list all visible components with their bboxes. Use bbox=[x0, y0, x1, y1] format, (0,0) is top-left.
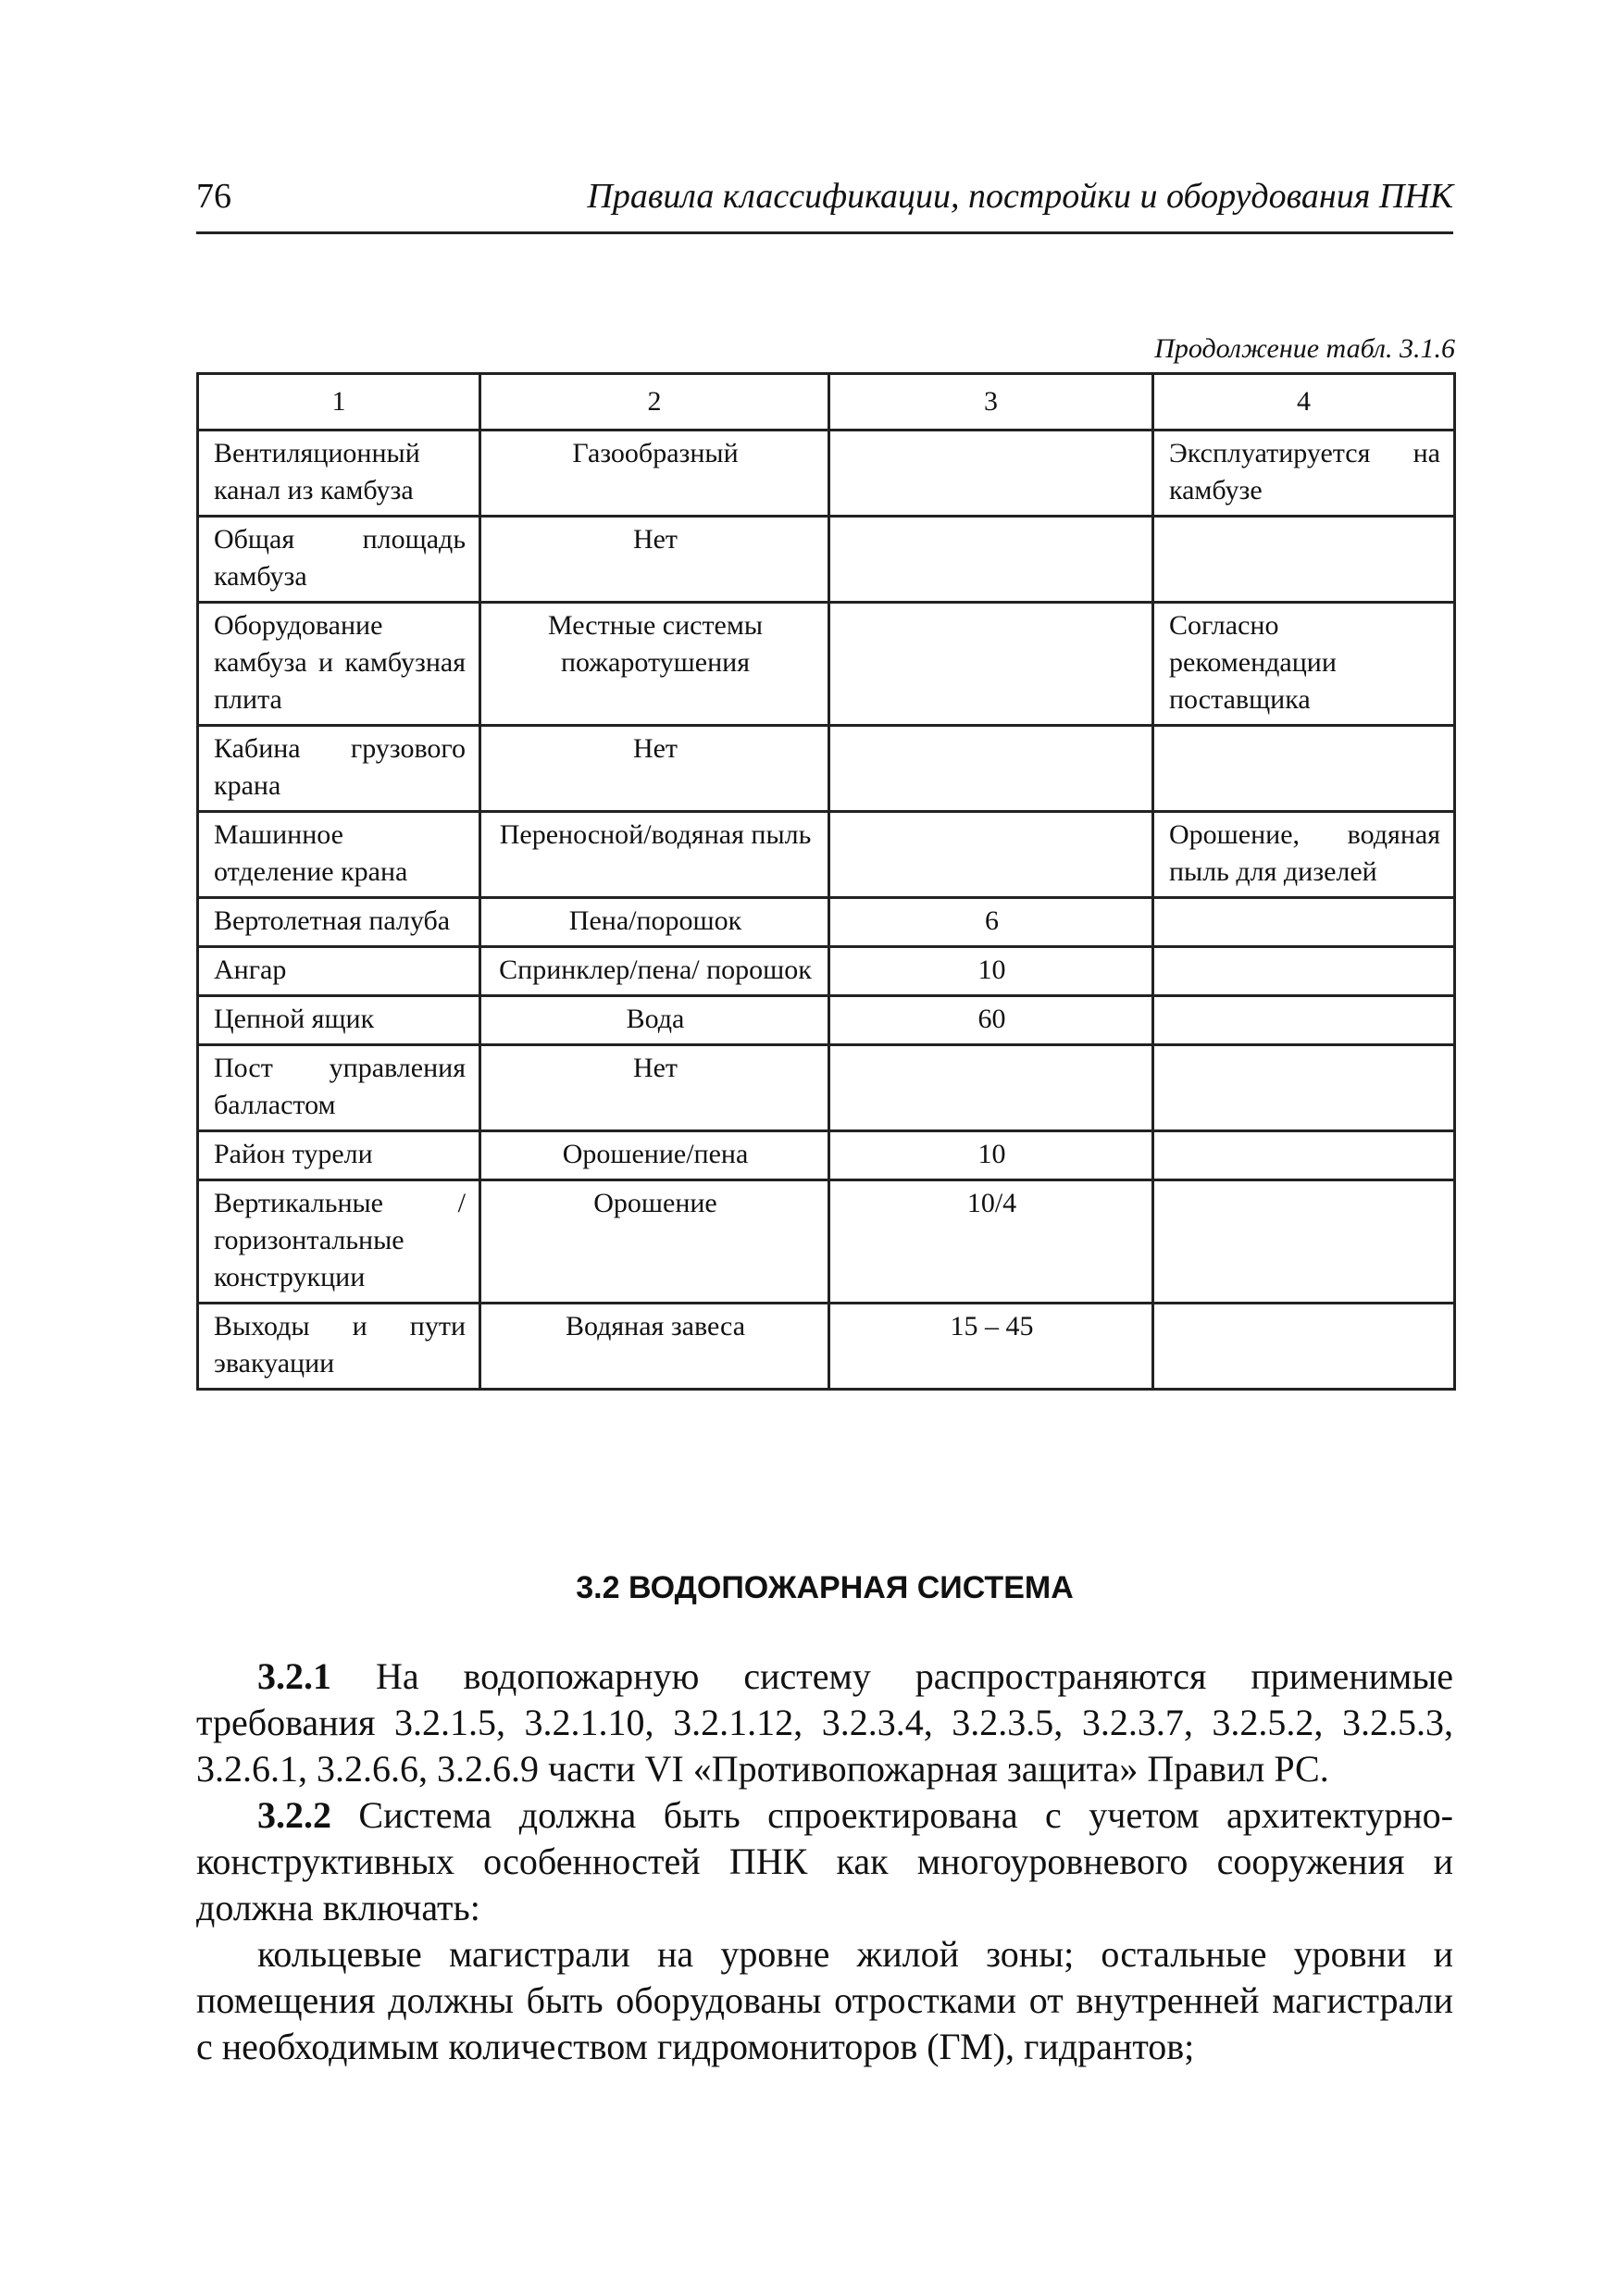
table-cell-c2: Водяная завеса bbox=[480, 1304, 829, 1390]
table-cell-c2: Нет bbox=[480, 517, 829, 603]
table-cell-c3 bbox=[829, 517, 1153, 603]
table-cell-c3: 15 – 45 bbox=[829, 1304, 1153, 1390]
table-cell-c3 bbox=[829, 430, 1153, 517]
table-cell-c4: Согласно рекомендации поставщика bbox=[1153, 603, 1455, 726]
table-cell-c4 bbox=[1153, 1131, 1455, 1180]
table-cell-c2: Нет bbox=[480, 726, 829, 812]
table-header-row bbox=[198, 374, 1455, 430]
section-body bbox=[196, 1653, 1453, 2070]
table-cell-c4 bbox=[1153, 517, 1455, 603]
paragraph-text: Система должна быть спроектирована с учетом архитектурно-конструктивных особенностей ПНК как многоуровневого сооружения и должна включать: bbox=[196, 1794, 1453, 1928]
table-cell-c2: Орошение/пена bbox=[480, 1131, 829, 1180]
column-header: 1 bbox=[198, 374, 480, 430]
table-cell-c1: Вертикальные / горизонтальные конструкции bbox=[198, 1180, 480, 1304]
table-cell-c3 bbox=[829, 1045, 1153, 1131]
table-row bbox=[198, 1304, 1455, 1390]
table-cell-c1: Ангар bbox=[198, 947, 480, 996]
table-cell-c2: Переносной/водяная пыль bbox=[480, 812, 829, 898]
clause-number: 3.2.2 bbox=[257, 1794, 331, 1836]
table-row bbox=[198, 430, 1455, 517]
table-row bbox=[198, 996, 1455, 1045]
table-caption: Продолжение табл. 3.1.6 bbox=[1154, 333, 1455, 364]
table-row bbox=[198, 1131, 1455, 1180]
table-cell-c4 bbox=[1153, 947, 1455, 996]
table-cell-c2: Местные системы пожаротушения bbox=[480, 603, 829, 726]
column-header: 2 bbox=[480, 374, 829, 430]
table-cell-c1: Машинное отделение крана bbox=[198, 812, 480, 898]
table-cell-c1: Район турели bbox=[198, 1131, 480, 1180]
table-cell-c4 bbox=[1153, 726, 1455, 812]
table-cell-c4 bbox=[1153, 1304, 1455, 1390]
page-header bbox=[196, 172, 1453, 234]
table-cell-c1: Цепной ящик bbox=[198, 996, 480, 1045]
table-cell-c3 bbox=[829, 603, 1153, 726]
paragraph bbox=[196, 1792, 1453, 1931]
page-number: 76 bbox=[196, 177, 231, 216]
table-row bbox=[198, 517, 1455, 603]
table-row bbox=[198, 726, 1455, 812]
table-cell-c3: 60 bbox=[829, 996, 1153, 1045]
table-cell-c1: Кабина грузового крана bbox=[198, 726, 480, 812]
table-row bbox=[198, 947, 1455, 996]
fire-protection-table bbox=[196, 372, 1456, 1391]
column-header: 4 bbox=[1153, 374, 1455, 430]
table-row bbox=[198, 603, 1455, 726]
table-cell-c2: Газообразный bbox=[480, 430, 829, 517]
table-cell-c3 bbox=[829, 812, 1153, 898]
table-cell-c1: Общая площадь камбуза bbox=[198, 517, 480, 603]
table-cell-c2: Нет bbox=[480, 1045, 829, 1131]
table-cell-c4 bbox=[1153, 1045, 1455, 1131]
table-cell-c3: 6 bbox=[829, 898, 1153, 947]
table-cell-c4 bbox=[1153, 898, 1455, 947]
table-cell-c3: 10 bbox=[829, 1131, 1153, 1180]
table-row bbox=[198, 898, 1455, 947]
table-row bbox=[198, 812, 1455, 898]
table-cell-c2: Орошение bbox=[480, 1180, 829, 1304]
table-cell-c3: 10/4 bbox=[829, 1180, 1153, 1304]
paragraph-text: На водопожарную систему распространяются применимые требования 3.2.1.5, 3.2.1.10, 3.2.1.12, 3.2.3.4, 3.2.3.5, 3.2.3.7, 3.2.5.2, 3.2.5.3, 3.2.6.1, 3.2.6.6, 3.2.6.9 части VI «Противопожарная защита» Правил РС. bbox=[196, 1655, 1453, 1790]
table-cell-c2: Вода bbox=[480, 996, 829, 1045]
table-cell-c3: 10 bbox=[829, 947, 1153, 996]
table-cell-c1: Вертолетная палуба bbox=[198, 898, 480, 947]
table-cell-c1: Пост управления балластом bbox=[198, 1045, 480, 1131]
table-cell-c4 bbox=[1153, 996, 1455, 1045]
paragraph bbox=[196, 1931, 1453, 2070]
running-title: Правила классификации, постройки и оборудования ПНК bbox=[587, 177, 1453, 216]
section-title: 3.2 ВОДОПОЖАРНАЯ СИСТЕМА bbox=[576, 1570, 1074, 1605]
column-header: 3 bbox=[829, 374, 1153, 430]
table-cell-c1: Вентиляционный канал из камбуза bbox=[198, 430, 480, 517]
table-cell-c4: Эксплуатируется на камбузе bbox=[1153, 430, 1455, 517]
table-row bbox=[198, 1180, 1455, 1304]
table-cell-c4: Орошение, водяная пыль для дизелей bbox=[1153, 812, 1455, 898]
table-body bbox=[198, 430, 1455, 1390]
table-cell-c2: Спринклер/пена/ порошок bbox=[480, 947, 829, 996]
paragraph-text: кольцевые магистрали на уровне жилой зоны; остальные уровни и помещения должны быть оборудованы отростками от внутренней магистрали с необходимым количеством гидромониторов (ГМ), гидрантов; bbox=[196, 1933, 1453, 2067]
table-cell-c4 bbox=[1153, 1180, 1455, 1304]
paragraph bbox=[196, 1653, 1453, 1792]
table-cell-c3 bbox=[829, 726, 1153, 812]
table-cell-c2: Пена/порошок bbox=[480, 898, 829, 947]
table-cell-c1: Выходы и пути эвакуации bbox=[198, 1304, 480, 1390]
table-cell-c1: Оборудование камбуза и камбузная плита bbox=[198, 603, 480, 726]
table-row bbox=[198, 1045, 1455, 1131]
clause-number: 3.2.1 bbox=[257, 1655, 331, 1697]
